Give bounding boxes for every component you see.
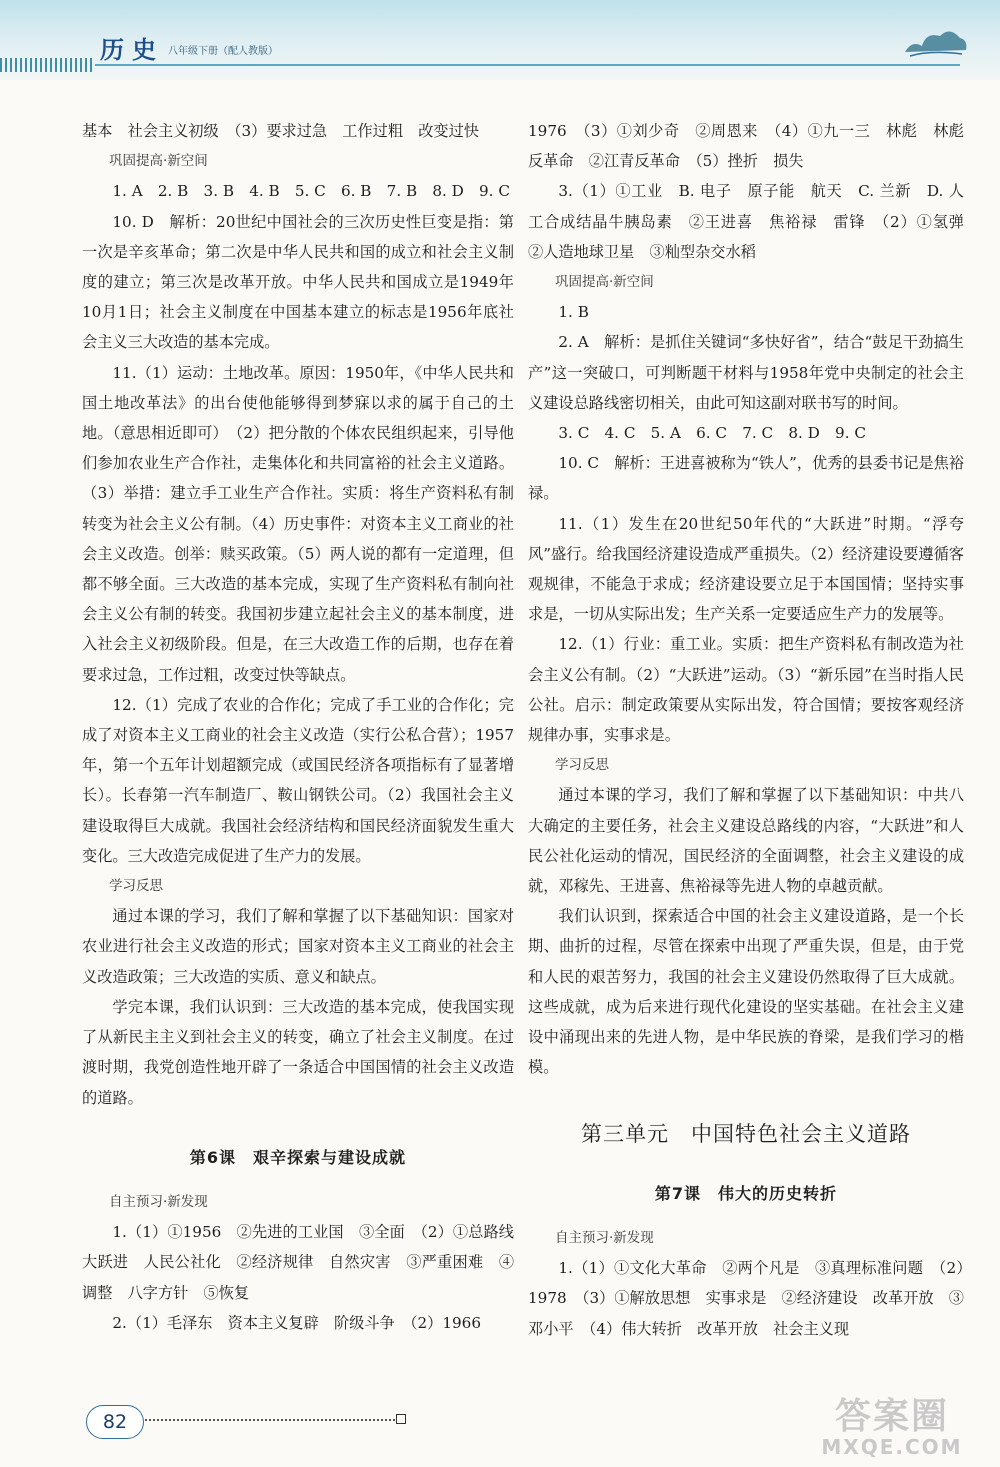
section-heading: 巩固提高·新空间 (109, 153, 208, 170)
answer-paragraph: 1.（1）①1956 ②先进的工业国 ③全面 （2）①总路线 大跃进 人民公社化 ②经济规律 自然灾害 ③严重困难 ④调整 八字方针 ⑤恢复 (82, 1223, 530, 1302)
header-subject-title: 历史 (100, 35, 164, 64)
section-heading: 自主预习·新发现 (109, 1193, 208, 1210)
answer-paragraph: 3.（1）①工业 B. 电子 原子能 航天 C. 兰新 D. 人工合成结晶牛胰岛素 ②王进喜 焦裕禄 雷锋 （2）①氢弹 ②人造地球卫星 ③籼型杂交水稻 (528, 182, 980, 261)
unit-title: 第三单元 中国特色社会主义道路 (581, 1121, 911, 1146)
watermark-main-text: 答案圈 (834, 1396, 949, 1437)
reflection-paragraph: 通过本课的学习，我们了解和掌握了以下基础知识：中共八大确定的主要任务，社会主义建设总路线的内容，“大跃进”和人民公社化运动的情况，国民经济的全面调整，社会主义建设的成就，邓稼先、王进喜、焦裕禄等先进人物的卓越贡献。 (528, 786, 964, 896)
reflection-paragraph: 通过本课的学习，我们了解和掌握了以下基础知识：国家对农业进行社会主义改造的形式；国家对资本主义工商业的社会主义改造政策；三大改造的实质、意义和缺点。 (82, 907, 514, 986)
reflection-paragraph: 学完本课，我们认识到：三大改造的基本完成，使我国实现了从新民主主义到社会主义的转变，确立了社会主义制度。在过渡时期，我党创造性地开辟了一条适合中国国情的社会主义改造的道路。 (82, 997, 514, 1107)
answer-paragraph: 3. C 4. C 5. A 6. C 7. C 8. D 9. C (558, 424, 866, 443)
header-stripe-decoration (0, 58, 95, 72)
cloud-icon (900, 22, 970, 62)
lesson-title: 第7课 伟大的历史转折 (654, 1183, 838, 1203)
header-rule (95, 64, 960, 66)
page-header (0, 0, 1000, 80)
watermark-sub-text: MXQE.COM (821, 1435, 963, 1459)
answer-paragraph: 基本 社会主义初级 （3）要求过急 工作过粗 改变过快 (82, 122, 479, 140)
right-column (528, 116, 980, 1344)
answer-paragraph: 1. A 2. B 3. B 4. B 5. C 6. B 7. B 8. D 9. C (112, 182, 510, 201)
answer-paragraph: 1.（1）①文化大革命 ②两个凡是 ③真理标准问题 （2）1978 （3）①解放思想 实事求是 ②经济建设 改革开放 ③邓小平 （4）伟大转折 改革开放 社会主义现 (528, 1259, 964, 1338)
section-heading: 学习反思 (109, 878, 163, 895)
answer-paragraph: 12.（1）行业：重工业。实质：把生产资料私有制改造为社会主义公有制。（2）“大跃进”运动。（3）“新乐园”在当时指人民公社。启示：制定政策要从实际出发，符合国情；要按客观经济规律办事，实事求是。 (528, 635, 964, 745)
answer-paragraph: 2. A 解析：是抓住关键词“多快好省”，结合“鼓足干劲搞生产”这一突破口，可判断题干材料与1958年党中央制定的社会主义建设总路线密切相关，由此可知这副对联书写的时间。 (528, 333, 964, 412)
watermark-logo (802, 1398, 982, 1460)
header-grade-label: 八年级下册（配人教版） (168, 46, 278, 57)
answer-paragraph: 10. D 解析：20世纪中国社会的三次历史性巨变是指：第一次是辛亥革命；第二次是中华人民共和国的成立和社会主义制度的建立；第三次是改革开放。中华人民共和国成立是1949年10月1日；社会主义制度在中国基本建立的标志是1956年底社会主义三大改造的基本完成。 (82, 212, 514, 352)
answer-paragraph: 1976 （3）①刘少奇 ②周恩来 （4）①九一三 林彪 林彪反革命 ②江青反革命 （5）挫折 损失 (528, 122, 964, 171)
answer-paragraph: 2.（1）毛泽东 资本主义复辟 阶级斗争 （2）1966 (112, 1313, 482, 1332)
section-heading: 自主预习·新发现 (555, 1229, 654, 1246)
footer-dotted-rule (145, 1419, 395, 1421)
section-heading: 学习反思 (555, 757, 609, 774)
answer-paragraph: 1. B (558, 303, 589, 322)
reflection-paragraph: 我们认识到，探索适合中国的社会主义建设道路，是一个长期、曲折的过程，尽管在探索中出现了严重失误，但是，由于党和人民的艰苦努力，我国的社会主义建设仍然取得了巨大成就。这些成就，成为后来进行现代化建设的坚实基础。在社会主义建设中涌现出来的先进人物，是中华民族的脊梁，是我们学习的楷模。 (528, 907, 964, 1077)
answer-paragraph: 11.（1）运动：土地改革。原因：1950年，《中华人民共和国土地改革法》的出台使他能够得到梦寐以求的属于自己的土地。（意思相近即可） （2）把分散的个体农民组织起来，引导他们参加农业生产合作社，走集体化和共同富裕的社会主义道路。（3）举措：建立手工业生产合作社。实质：将生产资料私有制转变为社会主义公有制。（4）历史事件：对资本主义工商业的社会主义改造。创举：赎买政策。（5）两人说的都有一定道理，但都不够全面。三大改造的基本完成，实现了生产资料私有制向社会主义公有制的转变。我国初步建立起社会主义的基本制度，进入社会主义初级阶段。但是，在三大改造工作的后期，也存在着要求过急，工作过粗，改变过快等缺点。 (82, 363, 514, 684)
left-column (82, 116, 530, 1338)
answer-paragraph: 10. C 解析：王进喜被称为“铁人”，优秀的县委书记是焦裕禄。 (528, 454, 964, 503)
footer-square-marker (396, 1414, 406, 1424)
answer-paragraph: 11.（1）发生在20世纪50年代的“大跃进”时期。“浮夸风”盛行。给我国经济建设造成严重损失。（2）经济建设要遵循客观规律，不能急于求成；经济建设要立足于本国国情；坚持实事求是，一切从实际出发；生产关系一定要适应生产力的发展等。 (528, 514, 964, 624)
answer-paragraph: 12.（1）完成了农业的合作化；完成了手工业的合作化；完成了对资本主义工商业的社会主义改造（实行公私合营）；1957年，第一个五年计划超额完成（或国民经济各项指标有了显著增长）。长春第一汽车制造厂、鞍山钢铁公司。（2）我国社会主义建设取得巨大成就。我国社会经济结构和国民经济面貌发生重大变化。三大改造完成促进了生产力的发展。 (82, 695, 514, 865)
lesson-title: 第6课 艰辛探索与建设成就 (189, 1147, 407, 1167)
section-heading: 巩固提高·新空间 (555, 274, 654, 291)
page-number: 82 (86, 1405, 144, 1439)
